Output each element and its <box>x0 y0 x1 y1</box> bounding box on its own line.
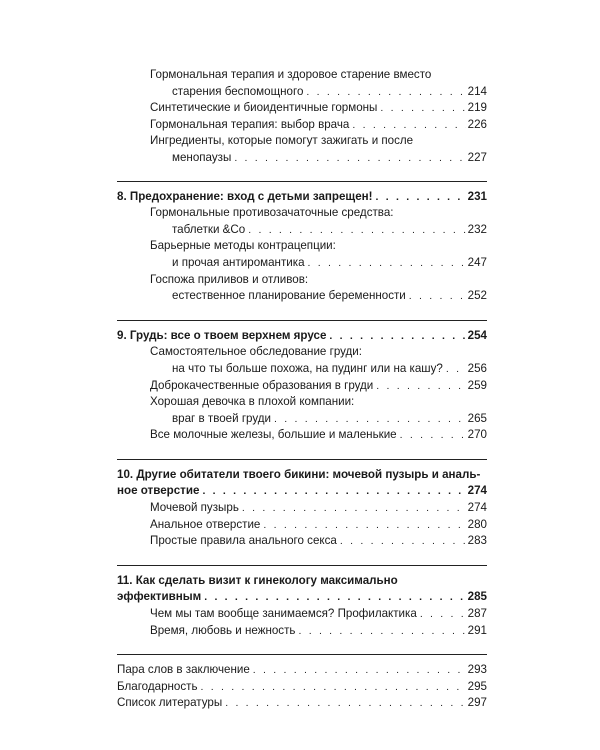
toc-page-number: 256 <box>467 361 487 375</box>
chapter-title-line[interactable] <box>117 328 487 345</box>
toc-page-number: 252 <box>467 289 487 303</box>
toc-entry-text: Анальное отверстие <box>150 517 261 531</box>
toc-line[interactable] <box>117 84 487 101</box>
dot-leader <box>234 150 465 167</box>
section-divider <box>117 320 487 321</box>
chapter-title: 8. Предохранение: вход с детьми запрещен! <box>117 189 373 203</box>
toc-chapter-9 <box>117 328 487 444</box>
dot-leader <box>225 695 465 712</box>
section-divider <box>117 654 487 655</box>
toc-entry-text: Доброкачественные образования в груди <box>150 378 374 392</box>
toc-entry-text: Список литературы <box>117 696 223 710</box>
toc-entry-text: Хорошая девочка в плохой компании: <box>150 395 355 409</box>
dot-leader <box>352 117 465 134</box>
toc-page-number: 219 <box>467 101 487 115</box>
toc-line[interactable] <box>117 67 487 84</box>
dot-leader <box>306 84 465 101</box>
toc-block-hormones <box>117 67 487 167</box>
toc-chapter-8 <box>117 189 487 305</box>
toc-line[interactable] <box>117 411 487 428</box>
dot-leader <box>420 606 466 623</box>
chapter-title-line[interactable] <box>117 483 487 500</box>
toc-line[interactable] <box>117 623 487 640</box>
toc-entry-text: Все молочные железы, большие и маленькие <box>150 428 397 442</box>
toc-entry-text: Простые правила анального секса <box>150 534 337 548</box>
table-of-contents <box>117 67 487 712</box>
chapter-title: 11. Как сделать визит к гинекологу максимально <box>117 573 398 587</box>
toc-entry-text: таблетки &Co <box>172 222 246 236</box>
dot-leader <box>298 623 465 640</box>
toc-entry-text: старения беспомощного <box>172 84 304 98</box>
chapter-title: эффективным <box>117 590 202 604</box>
toc-page-number: 287 <box>467 607 487 621</box>
toc-page-number: 297 <box>467 696 487 710</box>
toc-entry-text: Пара слов в заключение <box>117 663 250 677</box>
toc-entry-text: Госпожа приливов и отливов: <box>150 272 309 286</box>
toc-page-number: 265 <box>467 411 487 425</box>
toc-line[interactable] <box>117 117 487 134</box>
dot-leader <box>380 100 465 117</box>
toc-line[interactable] <box>117 517 487 534</box>
toc-page-number: 274 <box>467 484 487 498</box>
toc-line[interactable] <box>117 100 487 117</box>
toc-entry-text: естественное планирование беременности <box>172 289 406 303</box>
toc-entry-text: Синтетические и биоидентичные гормоны <box>150 101 378 115</box>
toc-entry-text: менопаузы <box>172 150 232 164</box>
toc-line[interactable] <box>117 205 487 222</box>
toc-entry-text: Время, любовь и нежность <box>150 623 296 637</box>
chapter-title: ное отверстие <box>117 484 200 498</box>
dot-leader <box>248 222 465 239</box>
toc-page-number: 254 <box>467 328 487 342</box>
toc-page-number: 283 <box>467 534 487 548</box>
toc-chapter-10 <box>117 467 487 550</box>
chapter-title-line[interactable] <box>117 189 487 206</box>
toc-entry-text: Самостоятельное обследование груди: <box>150 345 363 359</box>
toc-page-number: 232 <box>467 222 487 236</box>
toc-page-number: 214 <box>467 84 487 98</box>
toc-page-number: 285 <box>467 590 487 604</box>
toc-page-number: 295 <box>467 679 487 693</box>
toc-line[interactable] <box>117 255 487 272</box>
dot-leader <box>253 662 466 679</box>
toc-entry-text: и прочая антиромантика <box>172 255 305 269</box>
dot-leader <box>329 328 465 345</box>
toc-page-number: 280 <box>467 517 487 531</box>
toc-line[interactable] <box>117 427 487 444</box>
dot-leader <box>242 500 466 517</box>
toc-line[interactable] <box>117 378 487 395</box>
dot-leader <box>308 255 466 272</box>
dot-leader <box>340 533 466 550</box>
toc-entry-text: Гормональные противозачаточные средства: <box>150 206 394 220</box>
toc-line[interactable] <box>117 500 487 517</box>
toc-line[interactable] <box>117 222 487 239</box>
toc-page-number: 231 <box>467 189 487 203</box>
toc-entry-text: враг в твоей груди <box>172 411 272 425</box>
toc-entry-text: Барьерные методы контрацепции: <box>150 239 336 253</box>
dot-leader <box>263 517 465 534</box>
toc-line[interactable] <box>117 695 487 712</box>
toc-line[interactable] <box>117 662 487 679</box>
toc-line[interactable] <box>117 288 487 305</box>
toc-entry-text: Гормональная терапия: выбор врача <box>150 117 350 131</box>
chapter-title: 9. Грудь: все о твоем верхнем ярусе <box>117 328 327 342</box>
toc-entry-text: на что ты больше похожа, на пудинг или на кашу? <box>172 361 443 375</box>
toc-page-number: 291 <box>467 623 487 637</box>
toc-line[interactable] <box>117 533 487 550</box>
dot-leader <box>274 411 466 428</box>
toc-line[interactable] <box>117 679 487 696</box>
dot-leader <box>409 288 466 305</box>
toc-end-matter <box>117 662 487 712</box>
toc-entry-text: Гормональная терапия и здоровое старение вместо <box>150 68 432 81</box>
toc-page-number: 293 <box>467 663 487 677</box>
dot-leader <box>376 378 465 395</box>
dot-leader <box>376 189 466 206</box>
toc-page-number: 259 <box>467 378 487 392</box>
section-divider <box>117 181 487 182</box>
toc-line[interactable] <box>117 344 487 361</box>
section-divider <box>117 565 487 566</box>
toc-page-number: 227 <box>467 150 487 164</box>
toc-page-number: 274 <box>467 501 487 515</box>
dot-leader <box>400 427 466 444</box>
toc-line[interactable] <box>117 394 487 411</box>
toc-page-number: 226 <box>467 117 487 131</box>
chapter-title: 10. Другие обитатели твоего бикини: мочевой пузырь и аналь- <box>117 467 481 481</box>
toc-line[interactable] <box>117 150 487 167</box>
dot-leader <box>204 589 465 606</box>
toc-page-number: 270 <box>467 428 487 442</box>
chapter-title-line[interactable] <box>117 573 487 590</box>
chapter-title-line[interactable] <box>117 467 487 484</box>
toc-chapter-11 <box>117 573 487 639</box>
section-divider <box>117 459 487 460</box>
dot-leader <box>201 679 466 696</box>
toc-entry-text: Благодарность <box>117 679 198 693</box>
toc-line[interactable] <box>117 361 487 378</box>
dot-leader <box>202 483 465 500</box>
dot-leader <box>446 361 466 378</box>
toc-entry-text: Чем мы там вообще занимаемся? Профилактика <box>150 607 417 621</box>
toc-line[interactable] <box>117 238 487 255</box>
toc-line[interactable] <box>117 133 487 150</box>
toc-entry-text: Ингредиенты, которые помогут зажигать и после <box>150 134 414 148</box>
toc-line[interactable] <box>117 272 487 289</box>
toc-entry-text: Мочевой пузырь <box>150 501 239 515</box>
toc-line[interactable] <box>117 606 487 623</box>
chapter-title-line[interactable] <box>117 589 487 606</box>
toc-page-number: 247 <box>467 255 487 269</box>
